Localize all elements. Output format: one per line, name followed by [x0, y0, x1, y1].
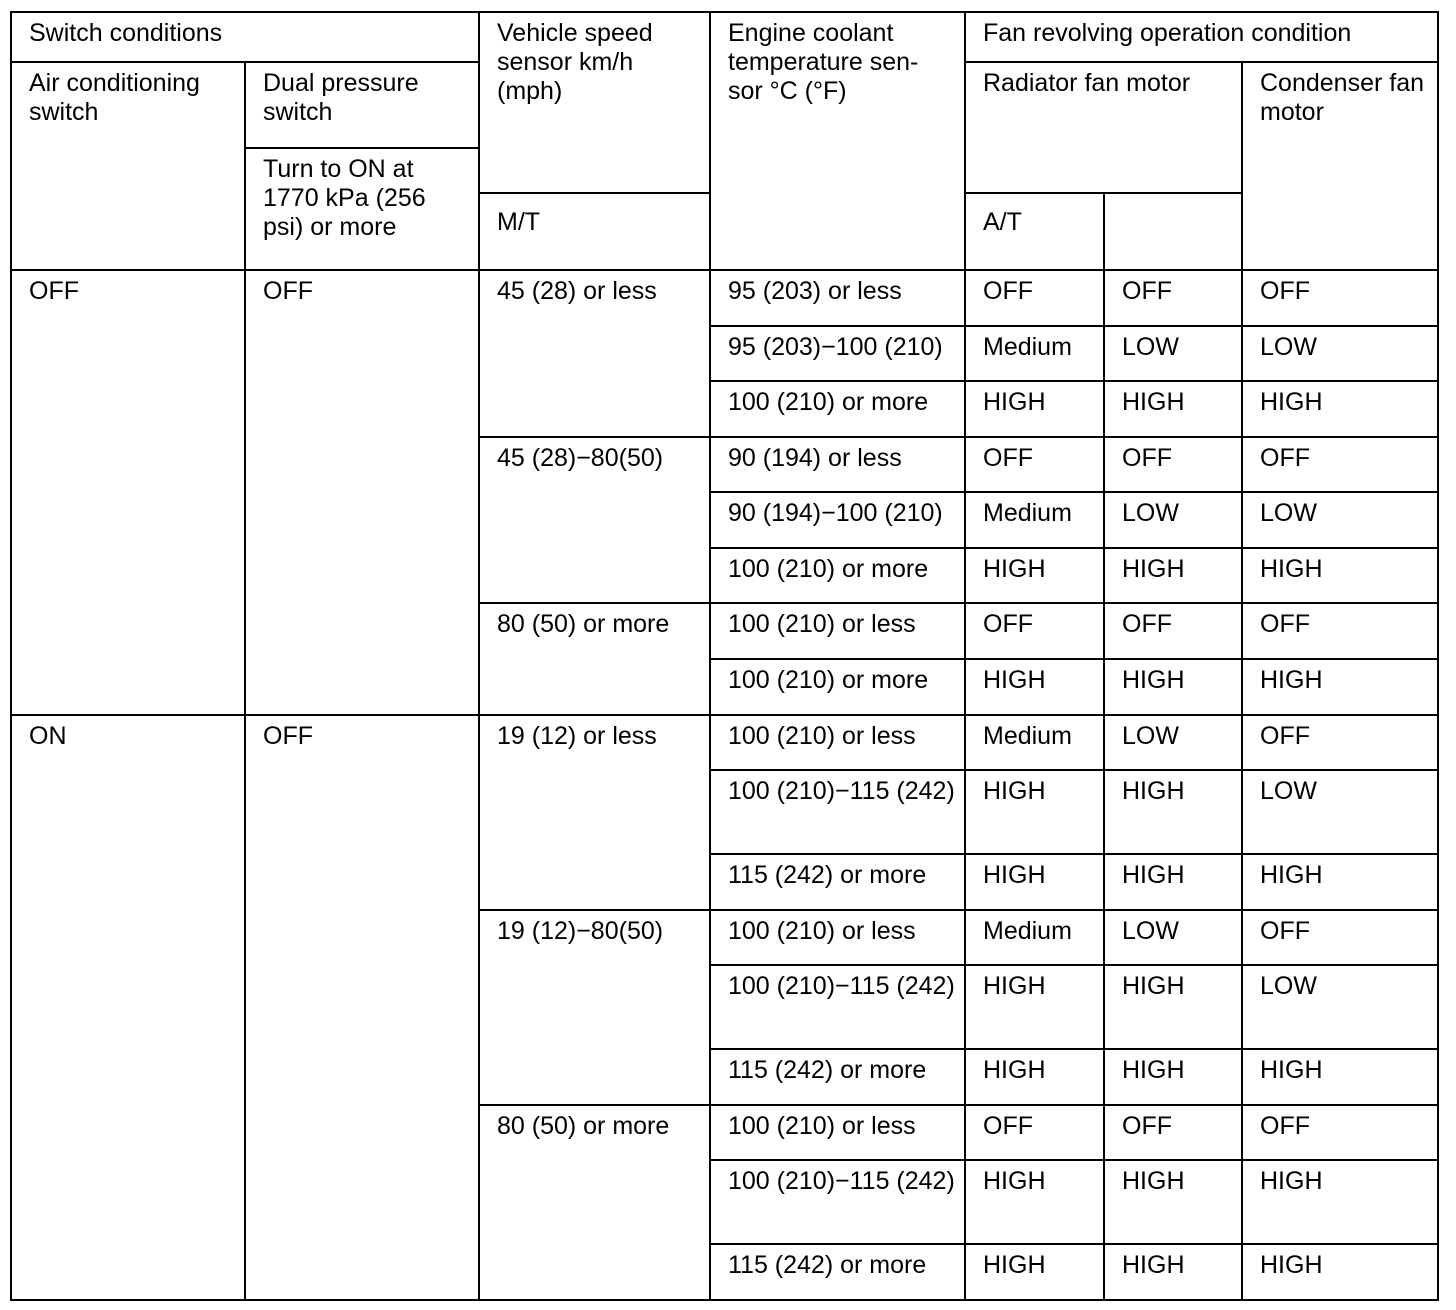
radiator-mt-cell: OFF	[965, 437, 1104, 493]
radiator-at-cell: LOW	[1104, 715, 1242, 771]
condenser-fan-cell: LOW	[1242, 770, 1438, 854]
fan-condition-header: Fan revolving operation condition	[965, 12, 1438, 62]
mt-header: M/T	[479, 193, 710, 270]
coolant-temp-cell: 100 (210)−115 (242)	[710, 770, 965, 854]
condenser-fan-cell: HIGH	[1242, 1160, 1438, 1244]
table-row	[11, 715, 1438, 771]
coolant-temp-cell: 100 (210) or more	[710, 659, 965, 715]
coolant-temp-cell: 100 (210) or more	[710, 548, 965, 604]
coolant-temp-cell: 95 (203)−100 (210)	[710, 326, 965, 382]
condenser-fan-cell: LOW	[1242, 492, 1438, 548]
condenser-fan-cell: OFF	[1242, 437, 1438, 493]
vehicle-speed-cell: 19 (12) or less	[479, 715, 710, 910]
radiator-at-cell: HIGH	[1104, 659, 1242, 715]
ac-switch-cell: OFF	[11, 270, 245, 715]
radiator-fan-header: Radiator fan motor	[965, 62, 1242, 193]
condenser-fan-cell: LOW	[1242, 326, 1438, 382]
radiator-mt-cell: HIGH	[965, 548, 1104, 604]
condenser-fan-cell: HIGH	[1242, 1049, 1438, 1105]
radiator-mt-cell: HIGH	[965, 1049, 1104, 1105]
ac-switch-header: Air conditioning switch	[11, 62, 245, 270]
radiator-mt-cell: HIGH	[965, 381, 1104, 437]
vehicle-speed-cell: 19 (12)−80(50)	[479, 910, 710, 1105]
vehicle-speed-header: Vehicle speed sensor km/h (mph)	[479, 12, 710, 193]
radiator-at-cell: OFF	[1104, 437, 1242, 493]
vehicle-speed-cell: 45 (28) or less	[479, 270, 710, 437]
condenser-fan-cell: OFF	[1242, 603, 1438, 659]
radiator-mt-cell: Medium	[965, 715, 1104, 771]
coolant-temp-cell: 100 (210) or less	[710, 1105, 965, 1161]
radiator-mt-cell: HIGH	[965, 770, 1104, 854]
radiator-mt-cell: HIGH	[965, 659, 1104, 715]
radiator-mt-cell: HIGH	[965, 1160, 1104, 1244]
condenser-fan-cell: HIGH	[1242, 1244, 1438, 1300]
condenser-fan-header: Condenser fan motor	[1242, 62, 1438, 270]
coolant-temp-cell: 100 (210)−115 (242)	[710, 1160, 965, 1244]
radiator-at-cell: HIGH	[1104, 548, 1242, 604]
radiator-at-cell: HIGH	[1104, 1160, 1242, 1244]
coolant-temp-cell: 100 (210) or more	[710, 381, 965, 437]
condenser-fan-cell: HIGH	[1242, 854, 1438, 910]
radiator-at-cell: OFF	[1104, 603, 1242, 659]
coolant-temp-cell: 100 (210) or less	[710, 715, 965, 771]
condenser-fan-cell: OFF	[1242, 910, 1438, 966]
radiator-mt-cell: HIGH	[965, 854, 1104, 910]
header-row-1	[11, 12, 1438, 62]
radiator-mt-cell: Medium	[965, 326, 1104, 382]
radiator-at-cell: HIGH	[1104, 965, 1242, 1049]
radiator-at-cell: HIGH	[1104, 1244, 1242, 1300]
radiator-mt-cell: OFF	[965, 1105, 1104, 1161]
dual-pressure-header: Dual pressure switch	[245, 62, 479, 148]
condenser-fan-cell: HIGH	[1242, 381, 1438, 437]
radiator-at-cell: LOW	[1104, 326, 1242, 382]
coolant-temp-header: Engine coolant temperature sen- sor °C (°F)	[710, 12, 965, 270]
radiator-mt-cell: HIGH	[965, 1244, 1104, 1300]
condenser-fan-cell: OFF	[1242, 270, 1438, 326]
switch-conditions-header: Switch conditions	[11, 12, 479, 62]
dual-pressure-condition: Turn to ON at 1770 kPa (256 psi) or more	[245, 148, 479, 270]
table-body	[11, 12, 1438, 1300]
condenser-fan-cell: HIGH	[1242, 659, 1438, 715]
table-row	[11, 270, 1438, 326]
coolant-temp-cell: 90 (194) or less	[710, 437, 965, 493]
coolant-temp-cell: 100 (210) or less	[710, 910, 965, 966]
condenser-fan-cell: LOW	[1242, 965, 1438, 1049]
coolant-temp-cell: 115 (242) or more	[710, 854, 965, 910]
radiator-at-cell: OFF	[1104, 270, 1242, 326]
radiator-mt-cell: Medium	[965, 910, 1104, 966]
condenser-fan-cell: OFF	[1242, 715, 1438, 771]
vehicle-speed-cell: 80 (50) or more	[479, 1105, 710, 1300]
coolant-temp-cell: 115 (242) or more	[710, 1244, 965, 1300]
radiator-at-cell: LOW	[1104, 910, 1242, 966]
radiator-at-cell: HIGH	[1104, 1049, 1242, 1105]
radiator-at-cell: HIGH	[1104, 770, 1242, 854]
dual-pressure-cell: OFF	[245, 715, 479, 1300]
coolant-temp-cell: 115 (242) or more	[710, 1049, 965, 1105]
radiator-mt-cell: Medium	[965, 492, 1104, 548]
vehicle-speed-cell: 45 (28)−80(50)	[479, 437, 710, 604]
radiator-at-cell: LOW	[1104, 492, 1242, 548]
ac-switch-cell: ON	[11, 715, 245, 1300]
radiator-mt-cell: OFF	[965, 603, 1104, 659]
coolant-temp-cell: 100 (210) or less	[710, 603, 965, 659]
condenser-fan-cell: HIGH	[1242, 548, 1438, 604]
at-header: A/T	[965, 193, 1104, 270]
radiator-at-cell: HIGH	[1104, 854, 1242, 910]
fan-operation-table	[10, 11, 1439, 1301]
radiator-mt-cell: HIGH	[965, 965, 1104, 1049]
coolant-temp-cell: 95 (203) or less	[710, 270, 965, 326]
radiator-at-cell: HIGH	[1104, 381, 1242, 437]
dual-pressure-cell: OFF	[245, 270, 479, 715]
coolant-temp-cell: 100 (210)−115 (242)	[710, 965, 965, 1049]
radiator-at-cell: OFF	[1104, 1105, 1242, 1161]
coolant-temp-cell: 90 (194)−100 (210)	[710, 492, 965, 548]
vehicle-speed-cell: 80 (50) or more	[479, 603, 710, 714]
radiator-mt-cell: OFF	[965, 270, 1104, 326]
condenser-fan-cell: OFF	[1242, 1105, 1438, 1161]
